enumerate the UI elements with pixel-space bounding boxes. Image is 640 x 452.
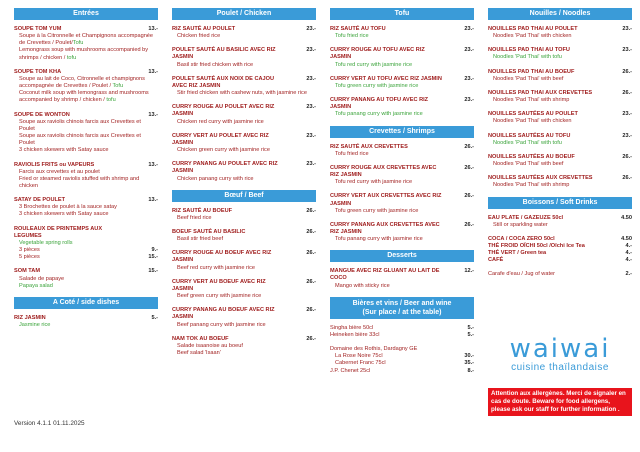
item-price: 26.- (622, 89, 632, 96)
item-name: BOEUF SAUTÉ AU BASILIC (172, 228, 246, 235)
item-description: Basil stir fried chicken with rice (177, 61, 254, 68)
menu-item (330, 144, 474, 158)
item-name: NOUILLES PAD THAI AU BOEUF (488, 68, 575, 75)
item-description: Beef salad 'Isaan' (177, 350, 221, 356)
wine-label: La Rose Noire 75cl (335, 353, 383, 360)
item-description: Beef green curry with jasmine rice (177, 293, 262, 300)
item-price: 23.- (306, 161, 316, 168)
item-description: Tofu fried rice (335, 33, 369, 40)
column-tofu-crevettes (330, 8, 474, 382)
drink-label: Carafe d'eau / Jug of water (488, 271, 555, 278)
column-poulet-boeuf (172, 8, 316, 364)
item-name: CURRY PANANG AU TOFU AVEC RIZ JASMIN (330, 97, 429, 111)
item-price: 26.- (622, 175, 632, 182)
item-price: 23.- (464, 47, 474, 54)
drink-row (488, 236, 632, 243)
item-name: NOUILLES SAUTÉES AUX CREVETTES (488, 175, 593, 182)
item-name: NOUILLES PAD THAI AUX CREVETTES (488, 89, 593, 96)
menu-item (488, 47, 632, 61)
item-description: Noodles 'Pad Thai' with shrimp (493, 182, 570, 189)
item-name: NOUILLES PAD THAI AU POULET (488, 26, 578, 32)
item-description: Noodles 'Pad Thai' with beef (493, 75, 564, 82)
item-price: 23.- (306, 104, 316, 111)
menu-item-eau (488, 215, 632, 229)
wine-label: Cabernet Franc 75cl (335, 360, 386, 367)
item-name: CURRY PANANG AUX CREVETTES AVEC RIZ JASMIN (330, 221, 440, 235)
beer-label: Heineken bière 33cl (330, 331, 380, 338)
menu-item (330, 26, 474, 40)
version-label: Version 4.1.1 01.11.2025 (14, 420, 85, 427)
item-price: 23.- (622, 132, 632, 139)
item-name: RAVIOLIS FRITS ou VAPEURS (14, 161, 95, 168)
menu-item (488, 90, 632, 104)
entrees-list (14, 26, 158, 219)
logo-wordmark: waiwai (509, 334, 611, 364)
item-name: RIZ SAUTÉ AUX CREVETTES (330, 143, 408, 150)
item-price: 30.- (464, 353, 474, 360)
item-english: Vegetable spring rolls (19, 239, 73, 246)
menu-item-riz-jasmin (14, 315, 158, 329)
item-name: CURRY ROUGE AUX CREVETTES AVEC RIZ JASMIN (330, 164, 437, 179)
item-price: 2.- (625, 271, 632, 278)
price-row (14, 254, 158, 261)
item-price: 23.- (306, 26, 316, 32)
item-description: Noodles 'Pad Thai' with chicken (493, 118, 572, 125)
item-description: Noodles 'Pad Thai' with chicken (493, 33, 572, 40)
header-line: (Sur place / at the table) (362, 308, 442, 316)
menu-item (330, 76, 474, 90)
item-name: SATAY DE POULET (14, 197, 66, 204)
menu-item (172, 208, 316, 222)
wine-row (330, 368, 474, 375)
item-price: 23.- (622, 26, 632, 32)
item-price: 26.- (306, 207, 316, 214)
item-description: Farcis aux crevettes et au poulet (19, 168, 100, 175)
wine-title: Domaine des Rothis, Dardagny GE (330, 346, 418, 353)
menu-item (172, 47, 316, 68)
menu-item (14, 162, 158, 191)
item-description: 3 chicken skewers with Satay sauce (19, 211, 109, 218)
item-price: 4.- (625, 242, 632, 249)
item-name: NOUILLES SAUTÉES AU POULET (488, 111, 578, 118)
item-description: Coconut milk soup with lemongrass and mushrooms accompanied by shrimp / chicken / (19, 90, 149, 104)
item-description: Stir fried chicken with cashew nuts, with jasmine rice (177, 90, 307, 97)
menu-item-rouleaux (14, 226, 158, 262)
item-price: 23.- (622, 111, 632, 118)
wine-list (330, 346, 474, 375)
item-price: 23.- (464, 26, 474, 32)
item-description: Chicken red curry with jasmine rice (177, 118, 264, 125)
price-label: 5 pièces (19, 254, 40, 261)
item-description: Tofu red curry with jasmine rice (335, 179, 413, 186)
item-english: Jasmine rice (19, 322, 51, 328)
section-header-tofu: Tofu (330, 8, 474, 20)
item-name: POULET SAUTÉ AUX NOIX DE CAJOU AVEC RIZ JASMIN (172, 75, 275, 89)
item-price: 13.- (148, 26, 158, 32)
item-price: 23.- (464, 97, 474, 104)
item-english: Still or sparkling water (493, 221, 548, 228)
item-description: Beef panang curry with jasmine rice (177, 321, 266, 328)
section-header-poulet: Poulet / Chicken (172, 8, 316, 20)
item-description: Soupe à la Citronnelle et Champignons accompagnée de Crevettes / Poulet/ (19, 33, 154, 47)
drink-label: COCA / COCA ZERO 50cl (488, 235, 555, 242)
item-price: 26.- (464, 193, 474, 200)
item-price: 4.50 (621, 235, 632, 242)
item-name: RIZ SAUTÉ AU TOFU (330, 26, 386, 32)
beer-label: Singha bière 50cl (330, 324, 374, 331)
item-name: CURRY ROUGE AU POULET AVEC RIZ JASMIN (172, 104, 275, 118)
item-description: Noodles 'Pad Thai' with tofu (493, 139, 562, 146)
menu-item (488, 154, 632, 168)
item-price: 23.- (306, 75, 316, 82)
item-description: Soupe au lait de Coco, Citronnelle et champignons accompagnée de Crevettes / Poulet / (19, 75, 145, 90)
menu-item (172, 104, 316, 125)
item-price: 4.50 (621, 214, 632, 221)
allergy-notice: Attention aux allergènes. Merci de signaler en cas de doute. Beware for food allergens, please ask our staff for further information . (488, 388, 632, 416)
item-name: CURRY VERT AU POULET AVEC RIZ JASMIN (172, 132, 269, 146)
item-description: Basil stir fried beef (177, 236, 224, 243)
section-header-entrees: Entrées (14, 8, 158, 20)
menu-item (14, 112, 158, 155)
item-price: 23.- (622, 47, 632, 54)
tofu-list (330, 26, 474, 119)
item-description: Beef red curry with jasmine rice (177, 264, 256, 271)
column-nouilles-boissons (488, 8, 632, 279)
item-price: 13.- (148, 197, 158, 204)
item-name: CURRY PANANG AU BOEUF AVEC RIZ JASMIN (172, 307, 275, 321)
soft-drinks-list (488, 236, 632, 265)
item-description: Chicken green curry with jasmine rice (177, 147, 270, 154)
item-price: 13.- (148, 111, 158, 118)
item-description: Soupe aux raviolis chinois farcis aux Crevettes et Poulet (19, 133, 141, 147)
item-name: RIZ SAUTÉ AU POULET (172, 26, 236, 32)
item-price: 15.- (148, 254, 158, 261)
item-price: 26.- (464, 221, 474, 228)
item-price: 15.- (148, 268, 158, 275)
item-price: 23.- (306, 47, 316, 54)
item-name: EAU PLATE / GAZEUZE 50cl (488, 214, 564, 221)
item-english: Papaya salad (19, 282, 53, 289)
menu-item (330, 268, 474, 289)
menu-item (488, 69, 632, 83)
item-name: SOUPE TOM KHA (14, 68, 62, 75)
menu-item (172, 161, 316, 182)
item-name: CURRY ROUGE AU BOEUF AVEC RIZ JASMIN (172, 250, 272, 264)
desserts-list (330, 268, 474, 289)
item-name: RIZ JASMIN (14, 314, 46, 321)
section-header-boeuf: Bœuf / Beef (172, 190, 316, 202)
item-price: 5.- (467, 324, 474, 331)
item-description: 3 Brochettes de poulet à la sauce satay (19, 204, 117, 211)
item-price: 26.- (622, 153, 632, 160)
item-name: SOUPE DE WONTON (14, 111, 70, 118)
item-name: NAM TOK AU BOEUF (172, 335, 229, 342)
section-header-crevettes: Crevettes / Shrimps (330, 126, 474, 138)
item-price: 8.- (467, 367, 474, 374)
menu-item (14, 69, 158, 105)
item-description: shrimps / chicken / (19, 54, 67, 61)
wine-row (330, 360, 474, 367)
menu-item (330, 165, 474, 186)
item-name: NOUILLES PAD THAI AU TOFU (488, 47, 570, 54)
menu-item (488, 175, 632, 189)
item-price: 26.- (464, 143, 474, 150)
menu-item (14, 197, 158, 218)
item-description: Soupe aux raviolis chinois farcis aux Crevettes et Poulet (19, 118, 141, 132)
waiwai-logo (490, 336, 630, 374)
item-description: tofu (66, 54, 77, 61)
item-description: 3 chicken skewers with Satay sauce (19, 147, 109, 154)
item-price: 5.- (151, 314, 158, 321)
item-description: tofu (106, 97, 116, 104)
nouilles-list (488, 26, 632, 190)
drink-row (488, 257, 632, 264)
menu-item (14, 26, 158, 62)
item-description: Tofu panang curry with jasmine rice (335, 111, 423, 118)
section-header-nouilles: Nouilles / Noodles (488, 8, 632, 20)
poulet-list (172, 26, 316, 183)
menu-item (330, 193, 474, 214)
beer-row (330, 332, 474, 339)
item-name: CURRY VERT AU TOFU AVEC RIZ JASMIN (330, 75, 442, 82)
header-line: Bières et vins / Beer and wine (352, 299, 452, 307)
menu-item (330, 47, 474, 68)
drink-label: THÉ VERT / Green tea (488, 250, 547, 257)
menu-item (172, 307, 316, 328)
menu-item (172, 336, 316, 357)
item-description: Noodles 'Pad Thai' with beef (493, 161, 564, 168)
menu-item (330, 222, 474, 243)
item-description: Tofu (112, 83, 124, 90)
item-description: Fried or steamed raviolis stuffed with shrimp and chicken (19, 175, 140, 189)
item-description: Salade isaanoise au boeuf (177, 342, 243, 349)
item-price: 26.- (306, 228, 316, 235)
section-header-desserts: Desserts (330, 250, 474, 262)
item-price: 13.- (148, 161, 158, 168)
item-price: 13.- (148, 68, 158, 75)
menu-item (488, 26, 632, 40)
section-header-beer-wine (330, 297, 474, 319)
item-price: 26.- (622, 68, 632, 75)
item-price: 9.- (151, 247, 158, 254)
logo-tagline: cuisine thaïlandaise (511, 362, 609, 373)
menu-item (488, 111, 632, 125)
menu-item (172, 133, 316, 154)
menu-item (172, 26, 316, 40)
item-description: Tofu fried rice (335, 150, 369, 157)
section-header-boissons: Boissons / Soft Drinks (488, 197, 632, 209)
item-price: 4.- (625, 250, 632, 257)
menu-item (172, 76, 316, 97)
item-description: Lemongrass soup with mushrooms accompanied by (19, 47, 149, 54)
drink-label: CAFÉ (488, 257, 504, 264)
item-description: Tofu (72, 40, 84, 47)
item-name: MANGUE AVEC RIZ GLUANT AU LAIT DE COCO (330, 268, 440, 282)
item-price: 26.- (464, 164, 474, 171)
item-description: Chicken fried rice (177, 33, 221, 40)
beer-list (330, 325, 474, 339)
item-description: Mango with sticky rice (335, 282, 390, 289)
item-name: ROULEAUX DE PRINTEMPS AUX LEGUMES (14, 225, 103, 239)
item-name: CURRY VERT AUX CREVETTES AVEC RIZ JASMIN (330, 193, 442, 207)
item-price: 5.- (467, 331, 474, 338)
item-price: 12.- (464, 268, 474, 275)
beer-row (330, 325, 474, 332)
item-name: NOUILLES SAUTÉES AU BOEUF (488, 153, 575, 160)
menu-item (172, 250, 316, 271)
item-description: Noodles 'Pad Thai' with shrimp (493, 97, 570, 104)
drink-row-carafe (488, 271, 632, 278)
item-name: NOUILLES SAUTÉES AU TOFU (488, 132, 571, 139)
menu-item-som-tam (14, 268, 158, 289)
boeuf-list (172, 208, 316, 358)
crevettes-list (330, 144, 474, 244)
menu-item (330, 97, 474, 118)
item-french: Salade de papaye (19, 275, 65, 282)
item-price: 23.- (306, 132, 316, 139)
item-price: 26.- (306, 307, 316, 314)
item-name: CURRY ROUGE AU TOFU AVEC RIZ JASMIN (330, 47, 425, 61)
item-name: CURRY VERT AU BOEUF AVEC RIZ JASMIN (172, 278, 266, 292)
menu-item (488, 133, 632, 147)
item-description: Tofu panang curry with jasmine rice (335, 236, 423, 243)
item-description: Tofu red curry with jasmine rice (335, 61, 413, 68)
item-price: 26.- (306, 250, 316, 257)
item-name: SOM TAM (14, 268, 40, 275)
wine-label: J.P. Chenet 25cl (330, 367, 371, 374)
item-price: 4.- (625, 257, 632, 264)
item-name: CURRY PANANG AU POULET AVEC RIZ JASMIN (172, 161, 278, 175)
menu-item (172, 229, 316, 243)
item-name: SOUPE TOM YUM (14, 26, 62, 32)
item-description: Beef fried rice (177, 214, 212, 221)
column-entrees (14, 8, 158, 336)
item-description: Chicken panang curry with rice (177, 175, 254, 182)
item-description: Tofu green curry with jasmine rice (335, 82, 419, 89)
item-description: Noodles 'Pad Thai' with tofu (493, 54, 562, 61)
price-label: 3 pièces (19, 247, 40, 254)
item-price: 26.- (306, 335, 316, 342)
drink-label: THÉ FROID OÏCHI 50cl /Oïchi Ice Tea (488, 242, 585, 249)
drink-row (488, 250, 632, 257)
item-name: POULET SAUTÉ AU BASILIC AVEC RIZ JASMIN (172, 47, 276, 61)
wine-row (330, 353, 474, 360)
price-row (14, 247, 158, 254)
item-name: RIZ SAUTÉ AU BOEUF (172, 207, 233, 214)
section-header-side-dishes: A Coté / side dishes (14, 297, 158, 309)
item-price: 26.- (306, 278, 316, 285)
item-price: 35.- (464, 360, 474, 367)
item-description: Tofu green curry with jasmine rice (335, 207, 419, 214)
item-price: 23.- (464, 75, 474, 82)
menu-item (172, 279, 316, 300)
